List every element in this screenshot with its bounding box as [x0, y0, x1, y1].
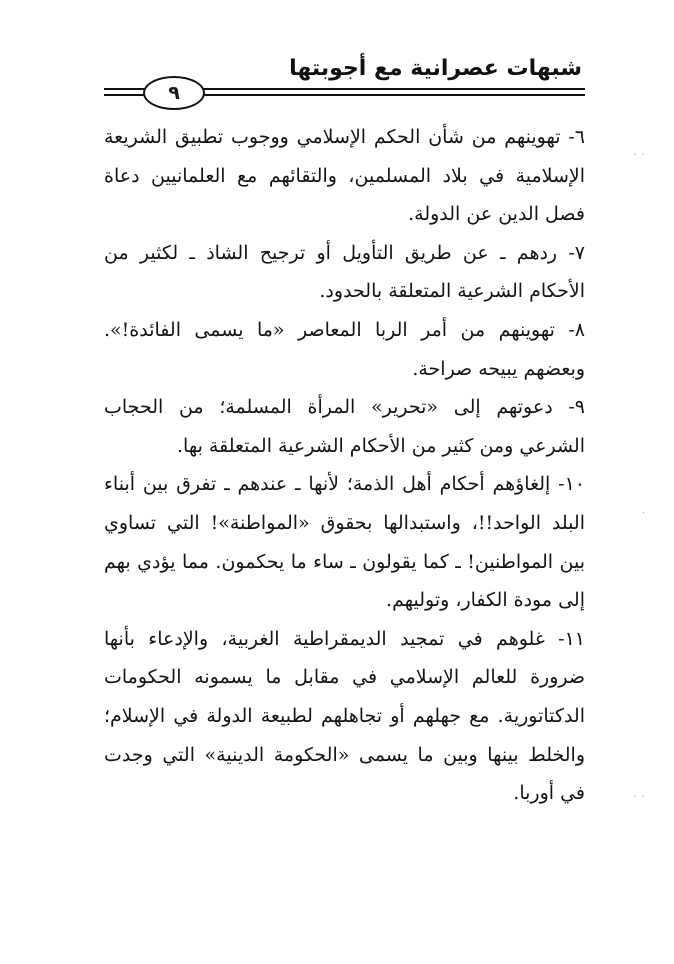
paragraph-8: ٨- تهوينهم من أمر الربا المعاصر «ما يسمى الفائدة!». وبعضهم يبيحه صراحة.: [104, 318, 585, 380]
page-number: ٩: [143, 76, 205, 110]
paragraph-7: ٧- ردهم ـ عن طريق التأويل أو ترجيح الشاذ ـ لكثير من الأحكام الشرعية المتعلقة بالحدود.: [104, 241, 585, 303]
paragraph-9: ٩- دعوتهم إلى «تحرير» المرأة المسلمة؛ من الحجاب الشرعي ومن كثير من الأحكام الشرعية المتعلقة بها.: [104, 396, 585, 457]
body-text: [104, 118, 585, 813]
scan-speck: · ·: [633, 792, 646, 803]
scan-speck: · ·: [633, 150, 646, 161]
paragraph-11: ١١- غلوهم في تمجيد الديمقراطية الغربية، والإدعاء بأنها ضرورة للعالم الإسلامي في مقابل ما يسمونه الحكومات الدكتاتورية. مع جهلهم أو تجاهلهم لطبيعة الدولة في الإسلام؛ والخلط بينها وبين ما يسمى «الحكومة الدينية» التي وجدت في أوربا.: [104, 627, 585, 805]
paragraph-10: ١٠- إلغاؤهم أحكام أهل الذمة؛ لأنها ـ عندهم ـ تفرق بين أبناء البلد الواحد!!، واستبدالها بحقوق «المواطنة»! التي تساوي بين المواطنين! ـ كما يقولون ـ ساء ما يحكمون. مما يؤدي بهم إلى مودة الكفار، وتوليهم.: [104, 473, 585, 612]
scan-speck: ·: [641, 508, 646, 519]
paragraph-6: ٦- تهوينهم من شأن الحكم الإسلامي ووجوب تطبيق الشريعة الإسلامية في بلاد المسلمين، والتقائهم مع العلمانيين دعاة فصل الدين عن الدولة.: [104, 126, 585, 226]
running-header-title: شبهات عصرانية مع أجوبتها: [289, 56, 582, 81]
